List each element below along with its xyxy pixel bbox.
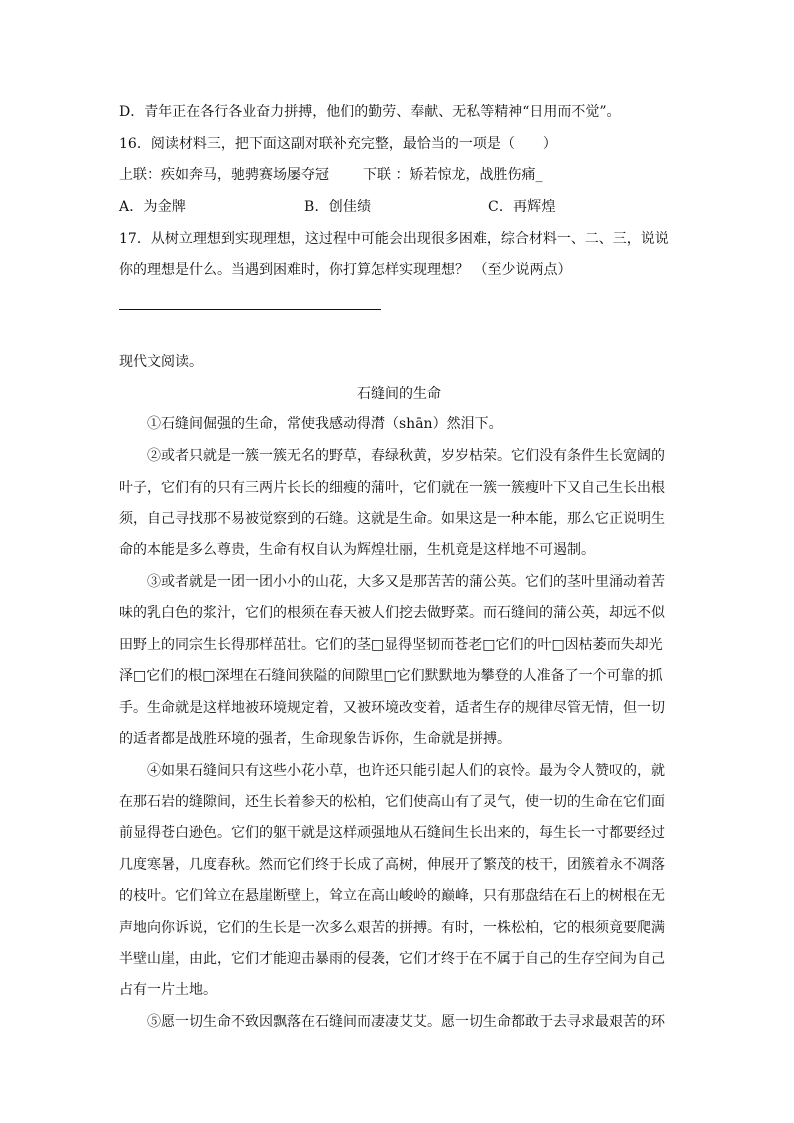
- essay-line: 的枝叶。它们耸立在悬崖断壁上，耸立在高山峻岭的巅峰，只有那盘结在石上的树根在无: [119, 888, 665, 904]
- essay-line: ③或者就是一团一团小小的山花，大多又是那苦苦的蒲公英。它们的茎叶里涌动着苦: [147, 574, 665, 590]
- question-17-line-2: 你的理想是什么。当遇到困难时，你打算怎样实现理想？ （至少说两点）: [119, 262, 572, 278]
- question-17-line-1: 17．从树立理想到实现理想，这过程中可能会出现很多困难，综合材料一、二、三，说说: [119, 231, 669, 247]
- option-a: A．为金牌: [119, 199, 187, 215]
- couplet-lower: 下联 ：矫若惊龙，战胜伤痛_: [363, 167, 543, 183]
- essay-line: 须，自己寻找那不易被觉察到的石缝。这就是生命。如果这是一种本能，那么它正说明生: [119, 511, 665, 527]
- essay-line: 叶子，它们有的只有三两片长长的细瘦的蒲叶，它们就在一簇一簇瘦叶下又自己生长出根: [119, 480, 665, 496]
- essay-line: 在那石岩的缝隙间，还生长着参天的松柏，它们使高山有了灵气，使一切的生命在它们面: [119, 794, 665, 810]
- essay-line: 命的本能是多么尊贵，生命有权自认为辉煌壮丽，生机竟是这样地不可遏制。: [119, 542, 595, 558]
- option-d-text: D．青年正在各行各业奋力拼搏，他们的勤劳、奉献、无私等精神“日用而不觉”。: [119, 104, 621, 120]
- couplet-upper: 上联：疾如奔马，驰骋赛场屡夺冠: [119, 167, 329, 183]
- essay-line: ⑤愿一切生命不致因飘落在石缝间而凄凄艾艾。愿一切生命都敢于去寻求最艰苦的环: [147, 1014, 665, 1030]
- answer-blank-line: [119, 309, 381, 310]
- essay-line: 手。生命就是这样地被环境规定着，又被环境改变着，适者生存的规律尽管无情，但一切: [119, 700, 665, 716]
- essay-line: 前显得苍白逊色。它们的躯干就是这样顽强地从石缝间生长出来的，每生长一寸都要经过: [119, 825, 665, 841]
- essay-title: 石缝间的生命: [357, 386, 441, 402]
- essay-line: 占有一片土地。: [119, 982, 217, 998]
- essay-line: 田野上的同宗生长得那样茁壮。它们的茎□显得坚韧而苍老□它们的叶□因枯萎而失却光: [119, 637, 663, 653]
- option-b: B．创佳绩: [304, 199, 372, 215]
- essay-line: 的适者都是战胜环境的强者，生命现象告诉你，生命就是拼搏。: [119, 731, 511, 747]
- essay-line: 半壁山崖，由此，它们才能迎击暴雨的侵袭，它们才终于在不属于自己的生存空间为自己: [119, 951, 665, 967]
- question-16-stem: 16．阅读材料三，把下面这副对联补充完整，最恰当的一项是（ ）: [119, 136, 557, 152]
- essay-line: 味的乳白色的浆汁，它们的根须在春天被人们挖去做野菜。而石缝间的蒲公英，却远不似: [119, 605, 665, 621]
- essay-line: ①石缝间倔强的生命，常使我感动得潸（shān）然泪下。: [147, 416, 503, 432]
- essay-line: ④如果石缝间只有这些小花小草，也许还只能引起人们的哀怜。最为令人赞叹的，就: [147, 763, 665, 779]
- section-title: 现代文阅读。: [119, 354, 203, 370]
- essay-line: 几度寒暑，几度春秋。然而它们终于长成了高树，伸展开了繁茂的枝干，团簇着永不凋落: [119, 857, 665, 873]
- essay-line: 泽□它们的根□深埋在石缝间狭隘的间隙里□它们默默地为攀登的人准备了一个可靠的抓: [119, 668, 663, 684]
- essay-line: ②或者只就是一簇一簇无名的野草，春绿秋黄，岁岁枯荣。它们没有条件生长宽阔的: [147, 448, 665, 464]
- essay-line: 声地向你诉说，它们的生长是一次多么艰苦的拼搏。有时，一株松柏，它的根须竟要爬满: [119, 920, 665, 936]
- option-c: C．再辉煌: [488, 199, 556, 215]
